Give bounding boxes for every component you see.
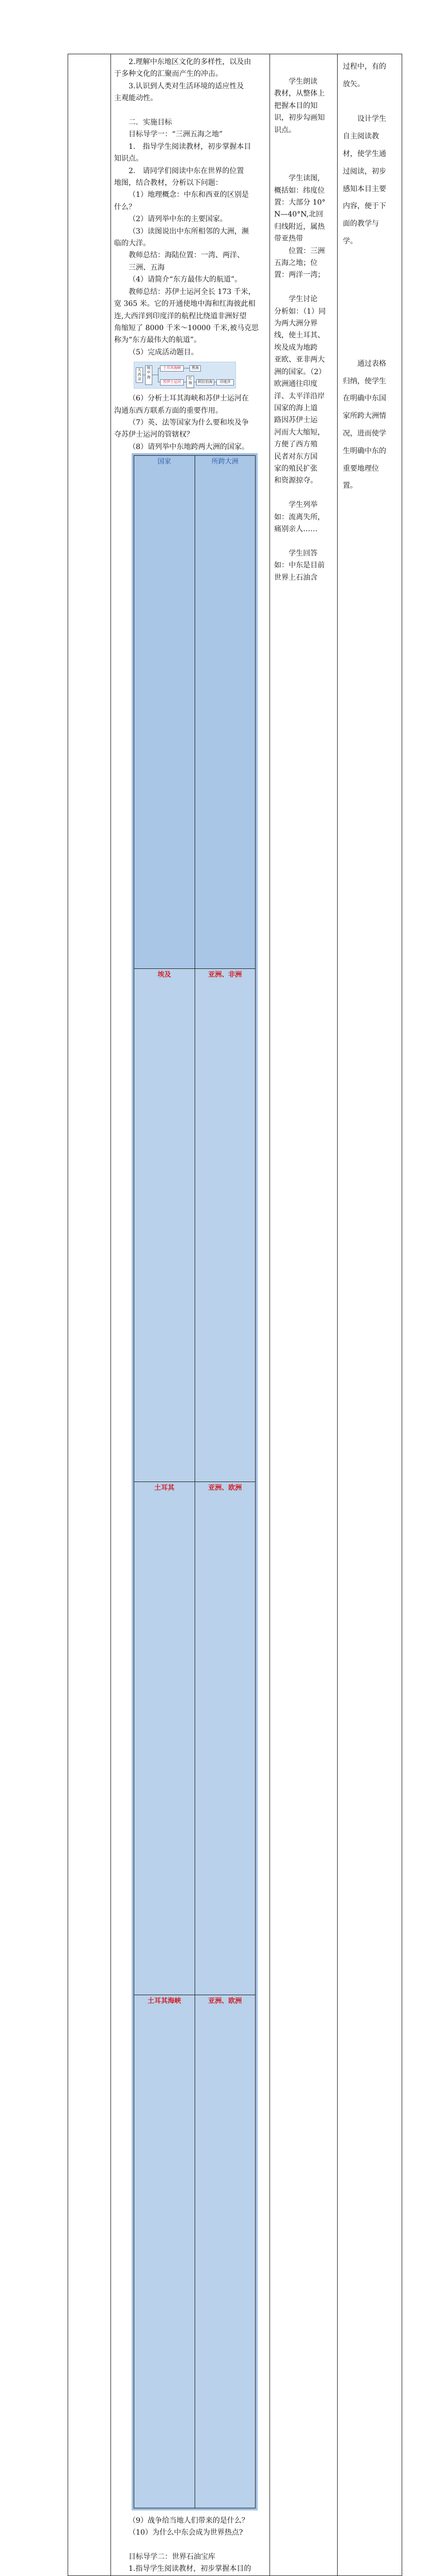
text-line: 放矢。	[343, 80, 364, 88]
text-line: 学。	[343, 237, 357, 245]
table-row	[134, 1995, 256, 2508]
text-line: 宽 365 米。它的开通使地中海和红海彼此相	[114, 300, 256, 308]
text-line: 把握本目的知	[274, 101, 318, 110]
text-line: 3.认识到人类对生活环境的适应性及	[129, 82, 244, 90]
table-row	[134, 1482, 256, 1995]
text-line: 过程中，有的	[343, 63, 386, 71]
text-line: 痛别亲人……	[274, 525, 318, 533]
text-line: 什么？	[114, 203, 136, 211]
diagram-box-atlantic: 大西洋	[136, 367, 143, 383]
cell-country: 土耳其	[134, 1482, 195, 1995]
text-line: 概括如：纬度位	[274, 186, 325, 195]
text-line: 重要地理位	[343, 464, 379, 473]
text-line: 1. 指导学生阅读教材，初步掌握本目	[129, 142, 251, 151]
text-line: 三洲、五海	[129, 263, 165, 272]
text-line: 分析如：（1）同	[274, 307, 326, 316]
student-activity-column	[270, 54, 338, 2576]
teaching-content-column	[111, 54, 270, 2576]
diagram-box-indian-ocean: 印度洋	[216, 379, 234, 385]
goal-heading: 目标导学二：世界石油宝库	[129, 2552, 215, 2561]
text-line: 生明确中东的	[343, 446, 386, 455]
text-line: 角缩短了 8000 千米～10000 千米,被马克思	[114, 323, 259, 332]
text-line: 内容，便于下	[343, 202, 386, 211]
text-line: 2.理解中东地区文化的多样性，以及由	[129, 58, 251, 66]
table-row	[134, 969, 256, 1482]
text-line: 家的殖民扩张	[274, 464, 318, 473]
text-line: 五海之地；位	[274, 259, 318, 268]
text-line: 连,大西洋到印度洋的航程比绕道非洲好望	[114, 312, 247, 320]
text-line: 如：中东是目前	[274, 561, 325, 570]
text-line: 主观能动性。	[114, 94, 157, 103]
text-line: （7）英、法等国家为什么要和埃及争	[129, 418, 249, 427]
text-line: 沟通东西方联系方面的重要作用。	[114, 406, 223, 415]
text-line: 教材，从整体上	[274, 89, 325, 98]
section-column	[68, 54, 111, 2576]
text-line: 况，进而使学	[343, 429, 386, 438]
text-line: 自主阅读教	[343, 132, 379, 141]
text-line: （3）读图说出中东所相邻的大洲，濒	[129, 227, 249, 236]
text-line: 归线附近，属热	[274, 222, 325, 231]
diagram-box-mediterranean: 地中海	[145, 365, 152, 385]
text-line: 欧洲通往印度	[274, 380, 318, 389]
text-line: 知识点。	[114, 155, 143, 163]
table-row	[68, 54, 402, 2576]
header-continents: 所跨大洲	[195, 456, 256, 969]
goal-heading: 目标导学一：“三洲五海之地”	[129, 130, 223, 139]
text-line: 线，使土耳其、	[274, 331, 325, 340]
cell-country: 埃及	[134, 969, 195, 1482]
header-country: 国家	[134, 456, 195, 969]
diagram-box-arabian-sea: 阿拉伯海	[196, 379, 214, 385]
text-line: 学生读图,	[289, 174, 320, 183]
text-line: 识，初步勾画知	[274, 114, 325, 122]
text-line: 识点。	[274, 126, 296, 134]
text-line: 家所跨大洲情	[343, 412, 386, 421]
text-line: 置：两洋一湾；	[274, 271, 325, 280]
text-line: 学生讨论	[289, 295, 318, 304]
text-line: 置：大部分 10°	[274, 198, 326, 207]
text-line: 教师总结：海陆位置：一湾、两洋、	[129, 251, 244, 260]
text-line: （1）地理概念：中东和西亚的区别是	[129, 191, 249, 199]
diagram-box-red-sea: 红海	[186, 376, 194, 388]
text-line: 通过表格	[357, 359, 386, 368]
text-line: 学生朗读	[289, 78, 318, 86]
text-line: 路因苏伊士运	[274, 416, 318, 425]
text-line: 地图，结合教材，分析以下问题：	[114, 179, 223, 188]
diagram-box-turkish-straits: 土耳其海峡	[160, 365, 184, 372]
text-line: （9）战争给当地人们带来的是什么？	[129, 2516, 249, 2525]
text-line: 2. 请同学们阅读中东在世界的位置	[129, 166, 244, 175]
text-line: 埃及成为地跨	[274, 343, 318, 352]
country-continent-table	[134, 455, 256, 2508]
design-intent-column	[338, 54, 402, 2576]
text-line: N—40°N,北回	[274, 210, 323, 219]
table-header-row	[134, 456, 256, 969]
text-line: 洋、太平洋沿岸	[274, 392, 325, 400]
cell-continents: 亚洲、欧洲	[195, 1482, 256, 1995]
text-line: 置。	[343, 482, 357, 490]
text-line: 如：流离失所，	[274, 513, 325, 521]
text-line: 位置：三洲	[289, 246, 325, 255]
text-line: （6）分析土耳其海峡和苏伊士运河在	[129, 394, 249, 403]
text-line: 在明确中东国	[343, 394, 386, 403]
text-line: 亚欧、亚非两大	[274, 356, 325, 364]
country-continent-table-frame	[132, 453, 258, 2510]
text-line: 面的教学与	[343, 220, 379, 228]
cell-country: 土耳其海峡	[134, 1995, 195, 2508]
text-line: 1.指导学生阅读教材，初步掌握本目的	[129, 2565, 251, 2573]
text-line: 设计学生	[357, 115, 386, 124]
text-line: 学生回答	[289, 549, 318, 558]
diagram-box-suez-canal: 苏伊士运河	[160, 379, 184, 385]
text-line: 感知本目主要	[343, 184, 386, 193]
text-line: 归纳，使学生	[343, 377, 386, 385]
text-line: 临的大洋。	[114, 239, 150, 248]
text-line: 和资源掠夺。	[274, 476, 318, 485]
text-line: 为两大洲分界	[274, 319, 318, 328]
text-line: （8）请列举中东地跨两大洲的国家。	[129, 442, 249, 451]
text-line: 称为“东方最伟大的航道”。	[114, 336, 201, 345]
text-line: 民者对东方国	[274, 452, 318, 461]
lesson-plan-table	[68, 54, 402, 2576]
text-line: 国家的海上道	[274, 404, 318, 412]
text-line: 方便了西方殖	[274, 440, 318, 449]
text-line: 于多种文化的汇聚而产生的冲击。	[114, 70, 223, 79]
text-line: 材，使学生通	[343, 149, 386, 158]
text-line: （2）请列举中东的主要国家。	[129, 215, 227, 224]
section-heading: 二．实施目标	[129, 118, 172, 127]
text-line: 学生列举	[289, 501, 318, 510]
text-line: 教师总结：苏伊士运河全长 173 千米，	[129, 287, 256, 296]
text-line: 过阅读，初步	[343, 167, 386, 176]
text-line: 河而大大缩短，	[274, 428, 325, 437]
text-line: （10）为什么中东会成为世界热点?	[129, 2528, 243, 2537]
cell-continents: 亚洲、非洲	[195, 969, 256, 1482]
text-line: 夺苏伊士运河的管辖权？	[114, 430, 194, 439]
text-line: （4）请简介“东方最伟大的航道”。	[129, 275, 242, 284]
text-line: 洲的国家。（2）	[274, 367, 326, 376]
text-line: 世界上石油含	[274, 573, 318, 582]
text-line: 带亚热带	[274, 235, 303, 243]
waterway-flow-diagram	[134, 362, 236, 389]
diagram-box-black-sea: 黑海	[189, 365, 201, 372]
cell-continents: 亚洲、欧洲	[195, 1995, 256, 2508]
text-line: （5）完成活动题目。	[129, 348, 198, 357]
